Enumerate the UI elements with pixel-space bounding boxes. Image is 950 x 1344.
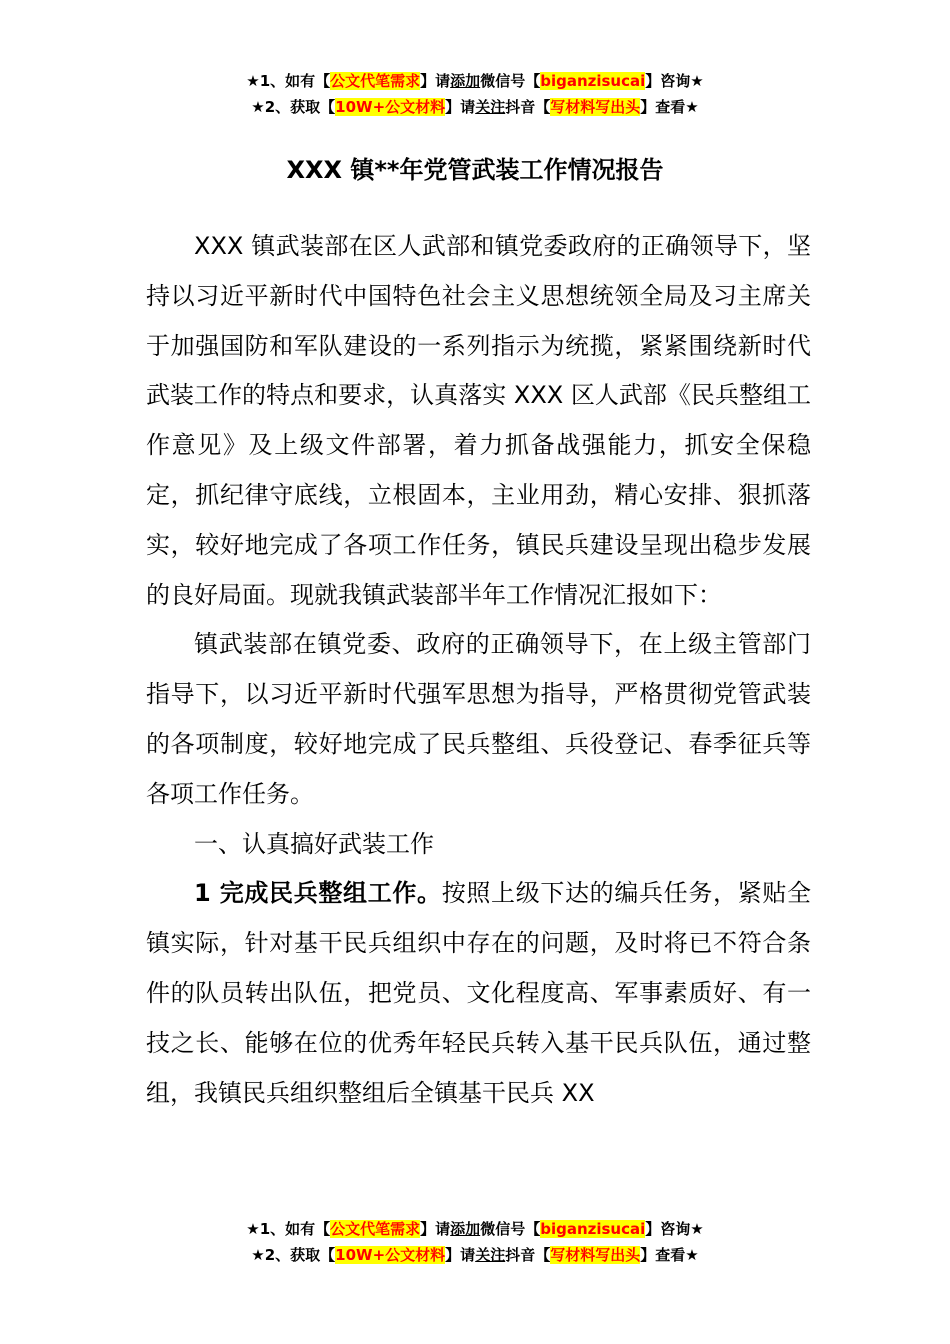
highlight-materials: 10W+公文材料	[335, 98, 446, 116]
notice-text: 抖音【	[505, 1246, 551, 1264]
highlight-service: 公文代笔需求	[330, 1220, 421, 1238]
section-heading: 一、认真搞好武装工作	[194, 829, 434, 858]
star-icon: ★	[251, 98, 265, 116]
highlight-wechat-id: biganzisucai	[540, 72, 646, 90]
highlight-service: 公文代笔需求	[330, 72, 421, 90]
notice-text: 】请	[445, 98, 476, 116]
notice-line-2	[0, 94, 950, 120]
header-notice	[0, 68, 950, 120]
notice-text: 微信号【	[480, 1220, 541, 1238]
star-icon: ★	[251, 1246, 265, 1264]
notice-text: 1、如有【	[259, 72, 331, 90]
document-body	[146, 222, 811, 1118]
notice-text: 2、获取【	[264, 98, 336, 116]
notice-text: 1、如有【	[259, 1220, 331, 1238]
notice-line-1	[0, 68, 950, 94]
underlined-text: 添加	[450, 1220, 481, 1238]
underlined-text: 关注	[475, 98, 506, 116]
highlight-account: 写材料写出头	[550, 98, 641, 116]
summary-paragraph: 镇武装部在镇党委、政府的正确领导下，在上级主管部门指导下，以习近平新时代强军思想为指导，严格贯彻党管武装的各项制度，较好地完成了民兵整组、兵役登记、春季征兵等各项工作任务。	[146, 630, 811, 808]
intro-paragraph: XXX 镇武装部在区人武部和镇党委政府的正确领导下，坚持以习近平新时代中国特色社会主义思想统领全局及习主席关于加强国防和军队建设的一系列指示为统揽，紧紧围绕新时代武装工作的特点和要求，认真落实 XXX 区人武部《民兵整组工作意见》及上级文件部署，着力抓备战强能力，抓安全保稳定，抓纪律守底线，立根固本，主业用劲，精心安排、狠抓落实，较好地完成了各项工作任务，镇民兵建设呈现出稳步发展的良好局面。现就我镇武装部半年工作情况汇报如下：	[146, 232, 811, 609]
section-text: 按照上级下达的编兵任务，紧贴全镇实际，针对基干民兵组织中存在的问题，及时将已不符合条件的队员转出队伍，把党员、文化程度高、军事素质好、有一技之长、能够在位的优秀年轻民兵转入基干民兵队伍，通过整组，我镇民兵组织整组后全镇基干民兵 XX	[146, 879, 811, 1107]
star-icon: ★	[690, 72, 704, 90]
footer-notice	[0, 1216, 950, 1268]
star-icon: ★	[685, 1246, 699, 1264]
notice-line-2	[0, 1242, 950, 1268]
notice-text: 】请	[445, 1246, 476, 1264]
notice-text: 】查看	[640, 1246, 686, 1264]
section-lead: 1 完成民兵整组工作。	[194, 879, 442, 908]
notice-line-1	[0, 1216, 950, 1242]
notice-text: 】请	[420, 1220, 451, 1238]
underlined-text: 关注	[475, 1246, 506, 1264]
star-icon: ★	[246, 1220, 260, 1238]
underlined-text: 添加	[450, 72, 481, 90]
notice-text: 】请	[420, 72, 451, 90]
notice-text: 】咨询	[645, 1220, 691, 1238]
document-title: XXX 镇**年党管武装工作情况报告	[286, 156, 664, 184]
star-icon: ★	[690, 1220, 704, 1238]
notice-text: 微信号【	[480, 72, 541, 90]
star-icon: ★	[246, 72, 260, 90]
notice-text: 抖音【	[505, 98, 551, 116]
notice-text: 】查看	[640, 98, 686, 116]
highlight-wechat-id: biganzisucai	[540, 1220, 646, 1238]
highlight-materials: 10W+公文材料	[335, 1246, 446, 1264]
star-icon: ★	[685, 98, 699, 116]
notice-text: 2、获取【	[264, 1246, 336, 1264]
section-paragraph	[146, 869, 811, 1118]
highlight-account: 写材料写出头	[550, 1246, 641, 1264]
notice-text: 】咨询	[645, 72, 691, 90]
